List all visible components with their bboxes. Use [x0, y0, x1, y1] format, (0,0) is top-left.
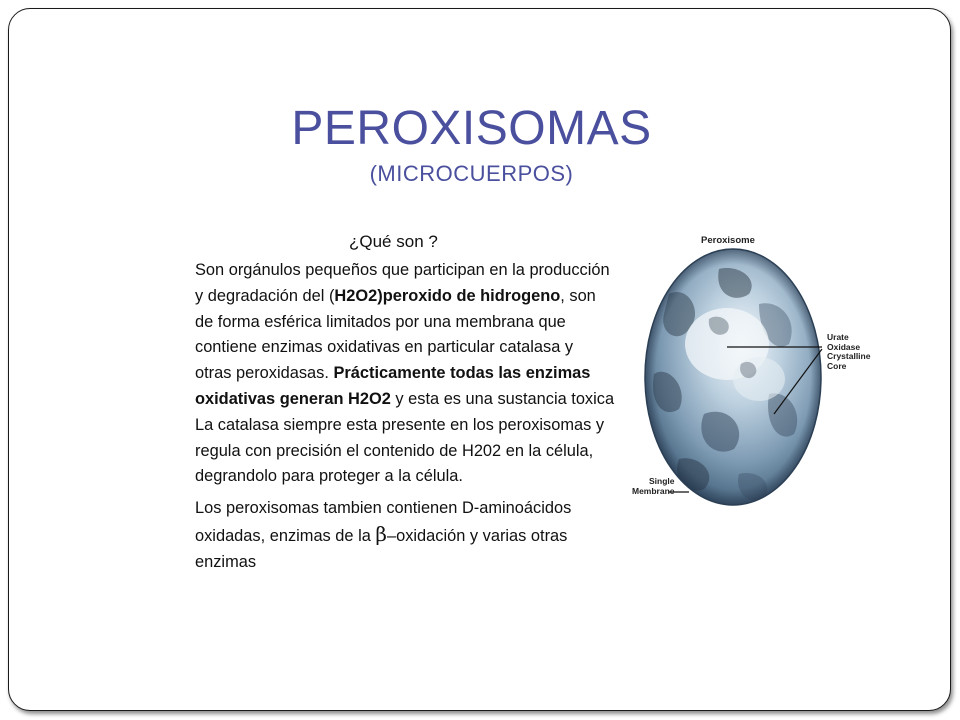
question-heading: ¿Qué son ?: [349, 232, 438, 251]
beta-symbol: β: [375, 521, 387, 546]
text-line: de forma esférica limitados por una membrana que: [195, 312, 566, 331]
text-line: [195, 387, 625, 413]
peroxisome-figure: [609, 224, 879, 524]
text-line: degrandolo para proteger a la célula.: [195, 467, 463, 486]
label-line: Oxidase: [827, 341, 861, 352]
single-membrane: [645, 249, 821, 505]
text-line: enzimas: [195, 552, 257, 571]
text-run-bold: H2O2)peroxido de hidrogeno: [334, 286, 561, 305]
text-run: , son: [560, 286, 596, 305]
slide-title: PEROXISOMAS: [291, 102, 652, 155]
single-membrane-label: [632, 477, 675, 496]
label-line: Urate: [827, 332, 849, 342]
label-line: Core: [827, 360, 847, 371]
label-line: Crystalline: [827, 351, 871, 361]
urate-oxidase-core-label: [827, 333, 870, 371]
paragraph-definition: [195, 258, 625, 490]
text-line: [195, 361, 625, 387]
text-run: oxidadas, enzimas de la: [195, 526, 376, 545]
text-line: regula con precisión el contenido de H202 en la célula,: [195, 441, 594, 460]
text-run: –oxidación y varias otras: [386, 526, 568, 545]
text-line: contiene enzimas oxidativas en particular catalasa y: [195, 338, 574, 357]
text-run-bold: Prácticamente todas las enzimas: [333, 364, 591, 383]
text-run: y degradación del (: [195, 286, 335, 305]
slide-frame: [8, 8, 951, 711]
text-line: La catalasa siempre esta presente en los peroxisomas y: [195, 415, 605, 434]
text-line: Son orgánulos pequeños que participan en la producción: [195, 261, 610, 279]
body-text: [195, 258, 625, 576]
paragraph-enzymes: [195, 496, 625, 575]
slide-subtitle: (MICROCUERPOS): [369, 161, 574, 186]
text-run: otras peroxidasas.: [195, 364, 334, 383]
text-line: [195, 522, 625, 550]
figure-title: Peroxisome: [701, 235, 755, 246]
label-line: Membrane: [632, 485, 675, 496]
text-line: Los peroxisomas tambien contienen D-aminoácidos: [195, 499, 572, 518]
label-line: Single: [649, 476, 675, 486]
text-run-bold: oxidativas generan H2O2: [195, 389, 391, 408]
text-run: y esta es una sustancia toxica: [390, 389, 615, 408]
text-line: [195, 284, 625, 310]
